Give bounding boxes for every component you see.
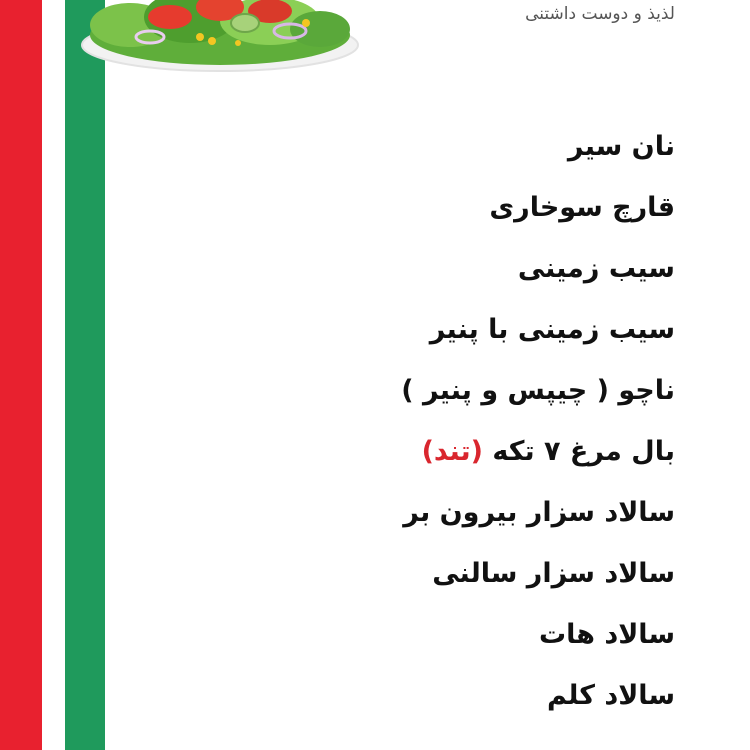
menu-item-label: سالاد هات — [538, 619, 675, 650]
menu-item — [401, 187, 675, 248]
menu-list — [401, 126, 675, 736]
tagline: لذیذ و دوست داشتنی — [525, 4, 675, 24]
menu-item — [401, 248, 675, 309]
menu-item-label: قارچ سوخاری — [489, 192, 675, 223]
menu-item — [401, 675, 675, 736]
menu-item-label: بال مرغ ۷ تکه — [492, 436, 675, 467]
menu-item — [401, 553, 675, 614]
menu-item — [401, 126, 675, 187]
menu-item — [401, 614, 675, 675]
menu-item — [401, 370, 675, 431]
flag-stripe-white — [42, 0, 65, 750]
spicy-tag: (تند) — [421, 436, 484, 467]
menu-item-label: سیب زمینی با پنیر — [429, 314, 675, 345]
flag-stripe-green — [65, 0, 105, 750]
menu-item-label: سالاد کلم — [547, 680, 675, 711]
menu-item-label: نان سیر — [567, 131, 675, 162]
menu-item-label: سالاد سزار بیرون بر — [403, 497, 675, 528]
menu-item-label: سالاد سزار سالنی — [432, 558, 675, 589]
menu-item — [401, 309, 675, 370]
flag-stripe-red — [0, 0, 42, 750]
salad-bowl-image — [70, 0, 370, 73]
menu-item — [401, 431, 675, 492]
menu-item-label: سیب زمینی — [517, 253, 675, 284]
menu-item — [401, 492, 675, 553]
menu-item-label: ناچو ( چیپس و پنیر ) — [401, 375, 675, 406]
